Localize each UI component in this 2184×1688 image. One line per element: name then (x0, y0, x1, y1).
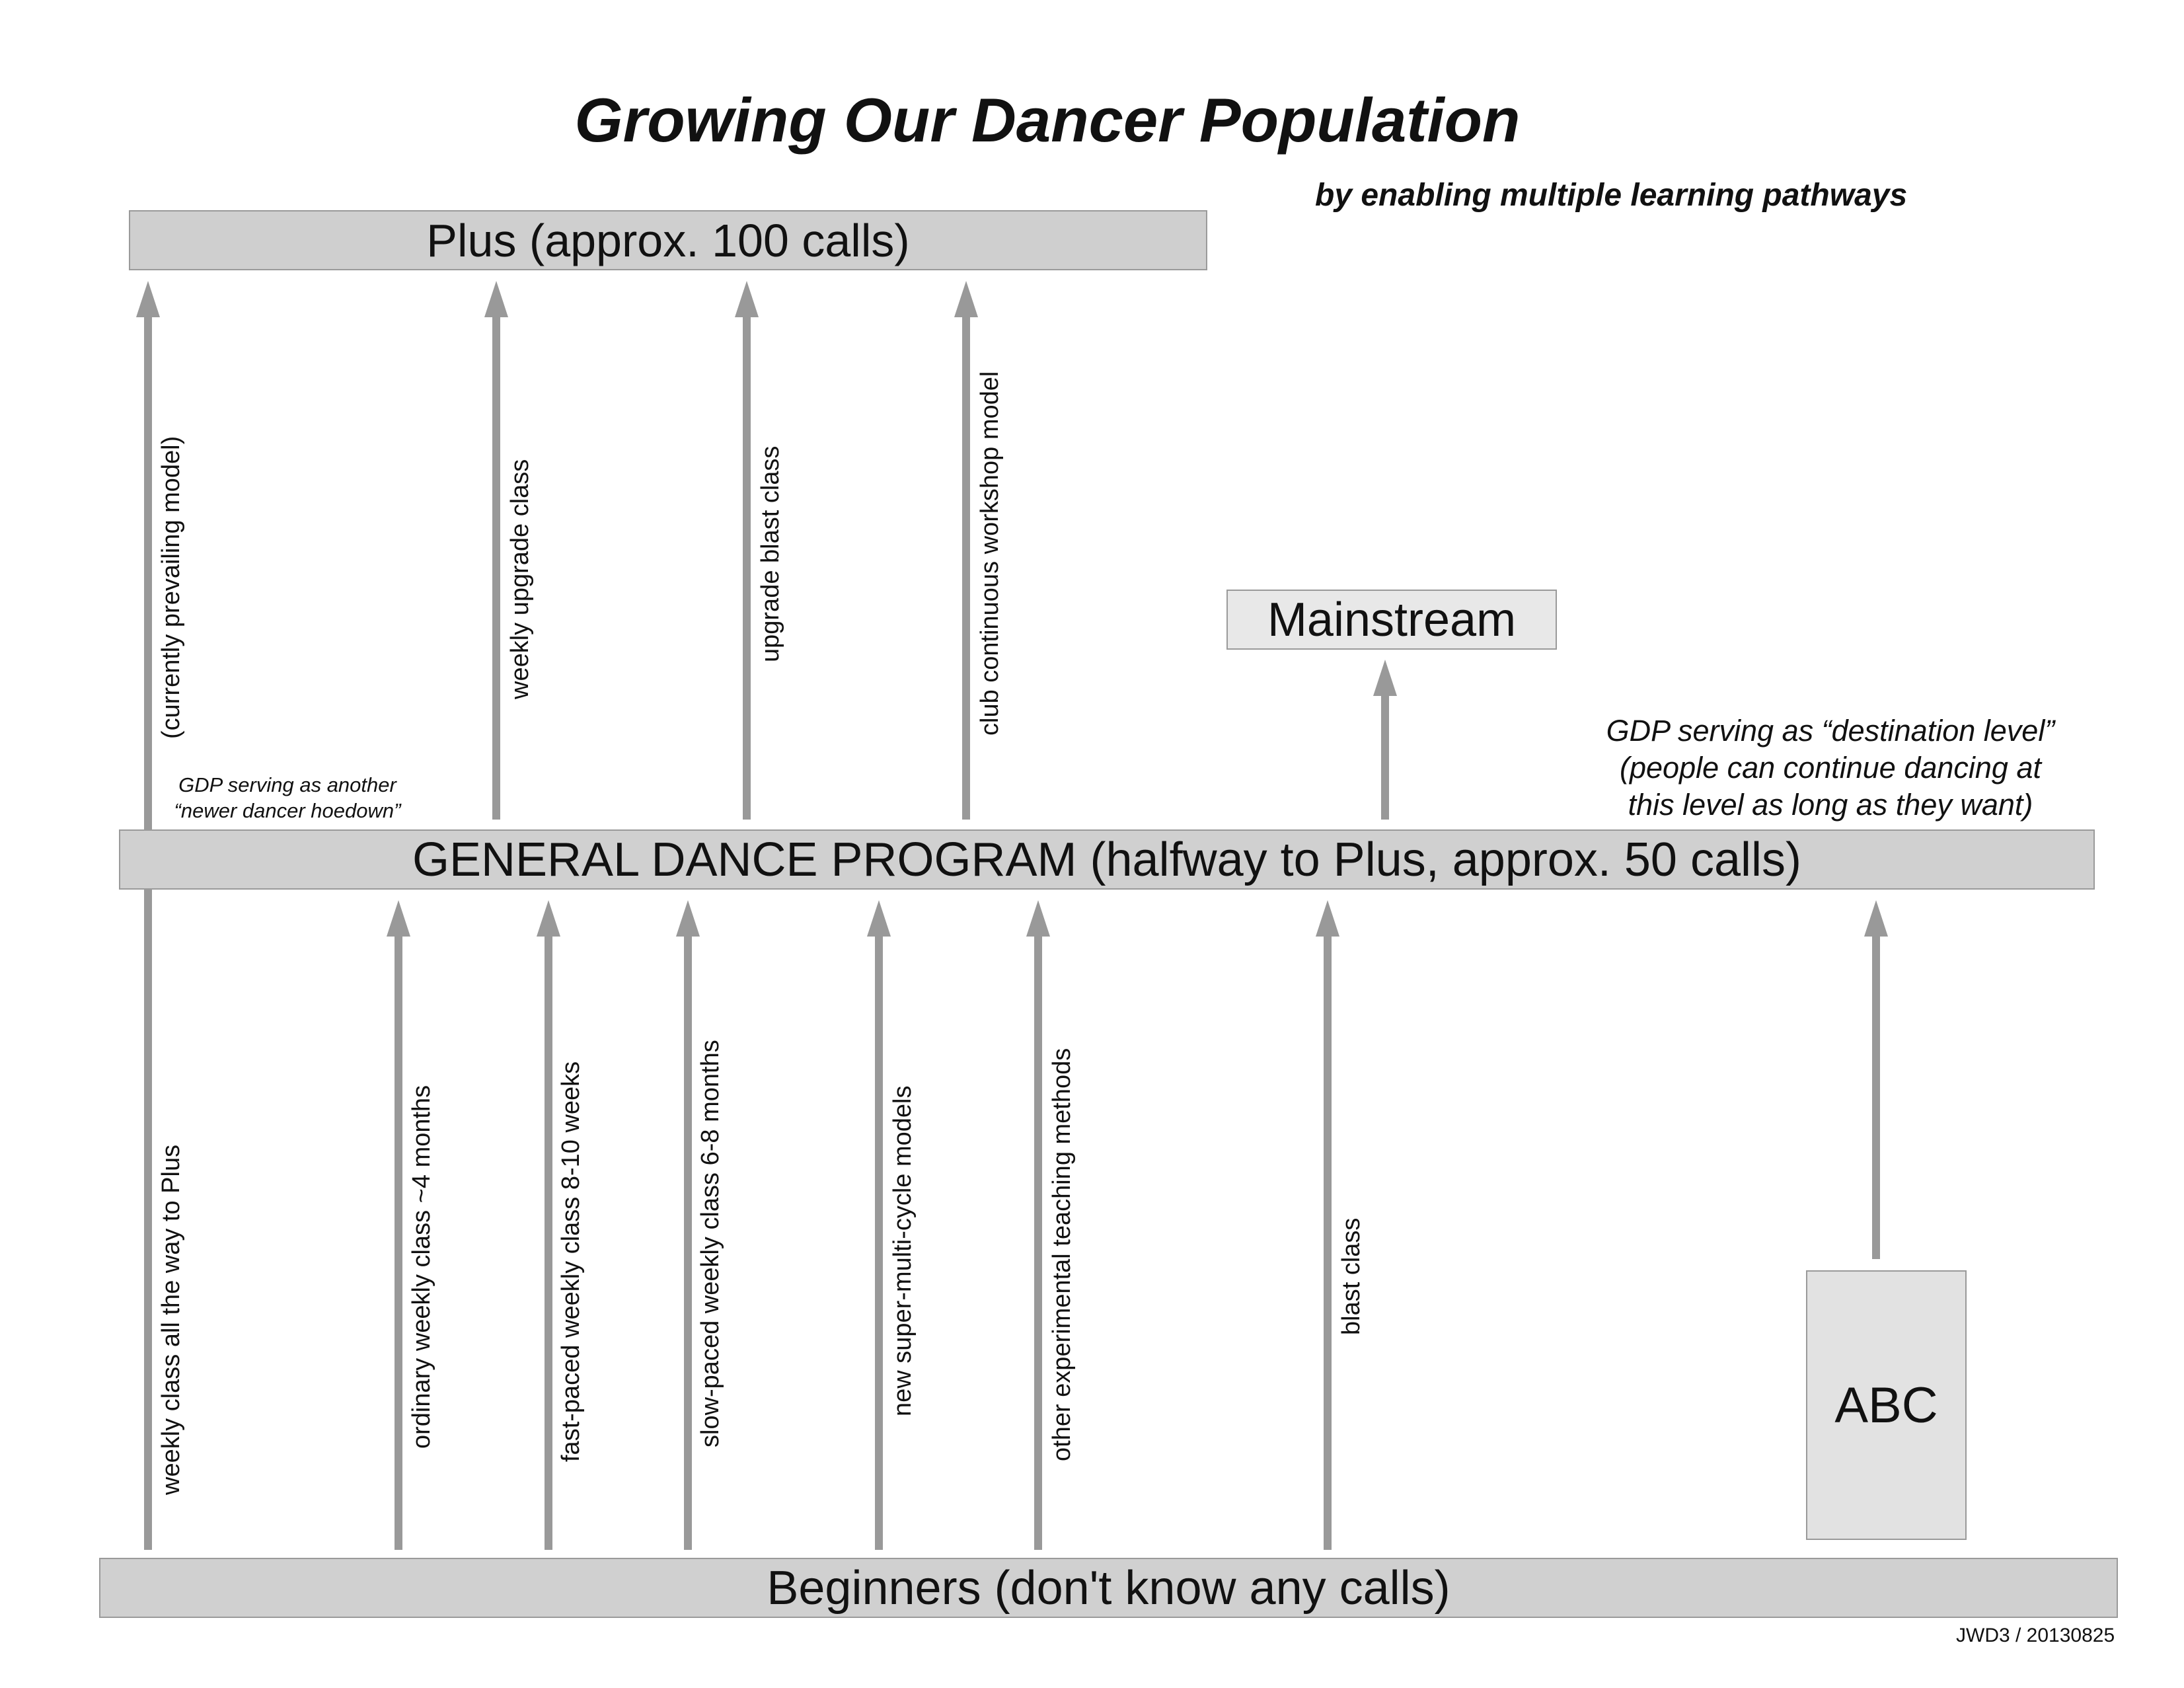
label-fast-paced: fast-paced weekly class 8-10 weeks (557, 1061, 585, 1462)
note-hoedown-line-2: “newer dancer hoedown” (174, 799, 401, 822)
arrow-club-workshop (962, 311, 970, 820)
label-blast: blast class (1337, 1217, 1365, 1335)
page-subtitle: by enabling multiple learning pathways (1315, 178, 1908, 213)
abc-box (1806, 1270, 1967, 1540)
label-super-multi: new super-multi-cycle models (889, 1085, 917, 1416)
arrowhead-experimental (1026, 900, 1050, 937)
note-destination-line-2: (people can continue dancing at (1620, 751, 2041, 785)
arrowhead-slow-paced (676, 900, 700, 937)
arrow-fast-paced (545, 929, 552, 1550)
beginners-level-label: Beginners (don't know any calls) (767, 1561, 1450, 1615)
note-destination-line-3: this level as long as they want) (1628, 788, 2033, 822)
gdp-level-box (119, 829, 2095, 890)
arrowhead-blast (1316, 900, 1339, 937)
label-currently-prevailing: (currently prevailing model) (157, 436, 185, 739)
mainstream-level-label: Mainstream (1267, 593, 1517, 646)
arrowhead-weekly-upgrade (484, 281, 508, 317)
label-slow-paced: slow-paced weekly class 6-8 months (697, 1040, 724, 1447)
note-newer-dancer-hoedown (132, 772, 443, 824)
arrow-experimental (1034, 929, 1042, 1550)
author-credit: JWD3 / 20130825 (1956, 1625, 2115, 1646)
note-destination-level (1526, 712, 2134, 824)
arrow-blast (1324, 929, 1332, 1550)
gdp-level-label: GENERAL DANCE PROGRAM (halfway to Plus, approx. 50 calls) (412, 833, 1801, 886)
arrowhead-super-multi (867, 900, 891, 937)
arrowhead-ordinary-weekly (387, 900, 410, 937)
note-destination-line-1: GDP serving as “destination level” (1606, 714, 2055, 748)
arrowhead-abc (1864, 900, 1888, 937)
label-upgrade-blast: upgrade blast class (757, 445, 784, 662)
arrow-abc (1872, 929, 1880, 1259)
label-club-workshop: club continuous workshop model (976, 371, 1004, 736)
arrowhead-fast-paced (537, 900, 560, 937)
arrowhead-weekly-all-the-way (136, 281, 160, 317)
arrow-slow-paced (684, 929, 692, 1550)
plus-level-box (129, 210, 1207, 270)
label-weekly-all-the-way: weekly class all the way to Plus (157, 1144, 185, 1495)
arrow-gdp-mainstream (1381, 687, 1389, 820)
arrowhead-upgrade-blast (735, 281, 759, 317)
arrow-weekly-upgrade (492, 311, 500, 820)
arrow-weekly-all-the-way (144, 311, 152, 1550)
plus-level-label: Plus (approx. 100 calls) (426, 214, 910, 266)
arrow-upgrade-blast (743, 311, 751, 820)
label-experimental: other experimental teaching methods (1048, 1048, 1076, 1461)
abc-label: ABC (1834, 1377, 1938, 1434)
label-ordinary-weekly: ordinary weekly class ~4 months (408, 1085, 435, 1449)
arrow-ordinary-weekly (395, 929, 402, 1550)
arrow-super-multi (875, 929, 883, 1550)
beginners-level-box (99, 1558, 2118, 1618)
note-hoedown-line-1: GDP serving as another (178, 773, 396, 796)
mainstream-level-box (1226, 590, 1557, 650)
label-weekly-upgrade: weekly upgrade class (506, 459, 534, 699)
page-title: Growing Our Dancer Population (574, 85, 1521, 155)
arrowhead-club-workshop (954, 281, 978, 317)
arrowhead-gdp-mainstream (1373, 660, 1397, 696)
